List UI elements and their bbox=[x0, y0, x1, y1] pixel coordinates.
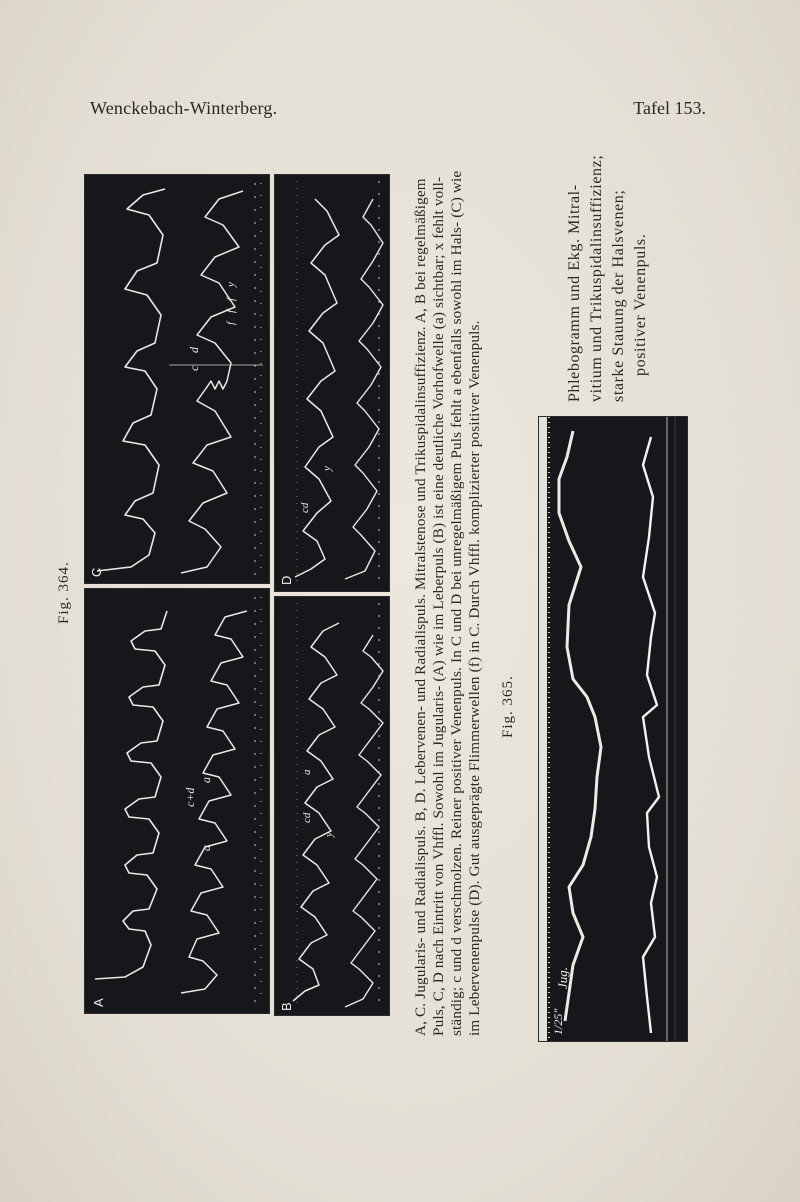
trace-panel-C bbox=[85, 175, 269, 583]
fig365-annotation-time: 1/25" bbox=[551, 1008, 565, 1035]
fig364-panel-A bbox=[84, 588, 270, 1014]
panel-D-annotation-cd: cd bbox=[299, 502, 311, 513]
fig365-panel bbox=[538, 416, 688, 1042]
panel-B-letter: B bbox=[279, 1002, 294, 1011]
fig365-label: Fig. 365. bbox=[500, 675, 516, 738]
panel-A-annotation-a1: a bbox=[199, 777, 213, 783]
panel-A-letter: A bbox=[91, 998, 106, 1007]
fig364-caption-line-1: A, C. Jugularis- und Radialispuls. B, D. Lebervenen- und Radialispuls. Mitralstenose und Trikuspidalinsuffizienz. A, B bei regelmäßigem bbox=[412, 178, 429, 1036]
panel-C-annotation-f1: f bbox=[225, 321, 237, 325]
fig365-annotation-jug: Jug. bbox=[555, 966, 570, 989]
panel-B-annotation-cd: cd bbox=[301, 812, 313, 823]
panel-A-annotation-cd: c+d bbox=[183, 787, 197, 807]
trace-panel-A bbox=[85, 589, 269, 1013]
panel-C-annotation-f3: f bbox=[225, 297, 237, 301]
panel-C-annotation-d: d bbox=[187, 347, 201, 353]
fig365-caption-line-2: vitium und Trikuspidalinsuffizienz; bbox=[588, 154, 605, 402]
panel-A-annotation-a2: a bbox=[199, 845, 213, 851]
running-header-plate: Tafel 153. bbox=[633, 98, 706, 118]
fig364-panel-B bbox=[274, 596, 390, 1016]
fig365-caption-line-4: positiver Venenpuls. bbox=[632, 233, 649, 376]
panel-C-annotation-y: y bbox=[225, 282, 237, 287]
fig364-caption-line-2: Puls, C, D nach Eintritt von Vhffl. Sowohl im Jugularis- (A) wie im Leberpuls (B) ist eine deutliche Vorhofwelle (a) sichtbar; x fehlt voll- bbox=[430, 176, 447, 1036]
panel-D-annotation-y: y bbox=[321, 466, 333, 471]
fig364-caption-line-4: im Lebervenenpulse (D). Gut ausgeprägte Flimmerwellen (f) in C. Durch Vhffl. komplizierter positiver Venenpuls. bbox=[466, 320, 483, 1036]
panel-C-annotation-f2: f bbox=[225, 309, 237, 313]
fig364-panel-D bbox=[274, 174, 390, 592]
trace-panel-B bbox=[275, 597, 389, 1015]
fig364-panel-C bbox=[84, 174, 270, 584]
panel-B-annotation-a: a bbox=[301, 769, 313, 775]
fig364-label: Fig. 364. bbox=[56, 561, 72, 624]
panel-D-letter: D bbox=[279, 575, 294, 585]
trace-phlebogram bbox=[539, 417, 687, 1041]
fig365-caption-line-3: starke Stauung der Halsvenen; bbox=[610, 189, 627, 402]
fig364-caption-line-3: ständig; c und d verschmolzen. Reiner positiver Venenpuls. In C und D bei unregelmäßigem Puls fehlt a ebenfalls sowohl im Hals- (C) wie bbox=[448, 170, 465, 1036]
panel-B-annotation-y: y bbox=[323, 832, 335, 837]
fig365-caption-line-1: Phlebogramm und Ekg. Mitral- bbox=[566, 184, 583, 402]
panel-C-letter: C bbox=[89, 567, 104, 577]
running-header-author: Wenckebach-Winterberg. bbox=[90, 98, 278, 118]
trace-panel-D bbox=[275, 175, 389, 591]
panel-C-annotation-c: c bbox=[187, 365, 201, 371]
